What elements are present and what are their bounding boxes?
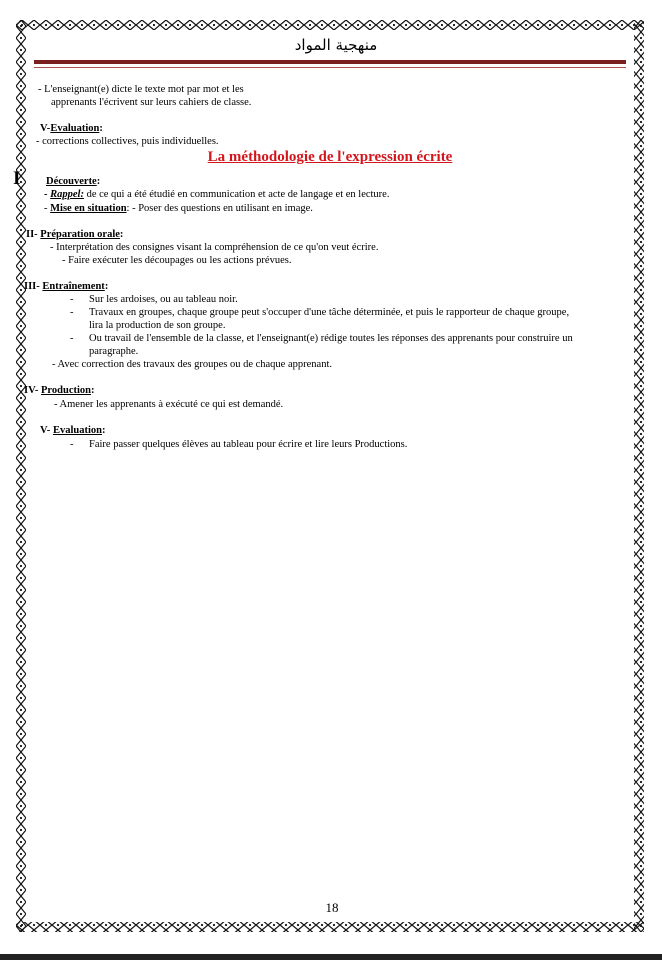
- section-4-heading: [24, 384, 95, 397]
- section-1-colon: :: [96, 176, 101, 187]
- situation-line: [44, 202, 313, 215]
- rappel-label: Rappel:: [50, 189, 84, 200]
- section-2-title: Préparation orale: [40, 229, 120, 240]
- section-5-text: Faire passer quelques élèves au tableau pour écrire et lire leurs Productions.: [89, 439, 408, 450]
- section-3-colon: :: [104, 281, 109, 292]
- section-5-heading: [40, 424, 105, 437]
- prev-evaluation-colon: :: [99, 123, 103, 134]
- section-3-title: Entraînement: [42, 281, 105, 292]
- section-4-colon: :: [91, 385, 95, 396]
- section-1-roman: I: [13, 168, 21, 189]
- rappel-line: [44, 188, 389, 201]
- prev-evaluation-label: V-: [40, 123, 51, 134]
- header-bar: [34, 60, 626, 64]
- section-4-text: - Amener les apprenants à exécuté ce qui est demandé.: [54, 399, 284, 410]
- section-3-bullet-3: -: [70, 333, 74, 344]
- intro-line-2: apprenants l'écrivent sur leurs cahiers de classe.: [51, 97, 252, 108]
- bottom-edge: [0, 954, 662, 960]
- prev-evaluation-heading: [40, 122, 103, 135]
- document-title: La méthodologie de l'expression écrite: [207, 149, 453, 165]
- section-2-line-2: - Faire exécuter les découpages ou les actions prévues.: [62, 255, 292, 266]
- situation-dash: -: [44, 203, 48, 214]
- section-2-label: II-: [26, 229, 38, 240]
- section-3-item-3a: Ou travail de l'ensemble de la classe, et l'enseignant(e) rédige toutes les réponses des apprenants pour construire un: [89, 333, 573, 344]
- section-1-title: Découverte: [46, 176, 97, 187]
- page-number: 18: [325, 900, 339, 915]
- section-5-bullet: -: [70, 439, 74, 450]
- situation-label: Mise en situation: [50, 203, 127, 214]
- section-3-item-3b: paragraphe.: [89, 346, 139, 357]
- section-5-colon: :: [101, 425, 106, 436]
- section-3-item-2a: Travaux en groupes, chaque groupe peut s'occuper d'une tâche déterminée, et puis le rapporteur de chaque groupe,: [89, 307, 570, 318]
- intro-line-1: - L'enseignant(e) dicte le texte mot par mot et les: [38, 84, 244, 95]
- section-3-item-2b: lira la production de son groupe.: [89, 320, 226, 331]
- section-1-heading: [46, 175, 100, 188]
- section-2-heading: [26, 228, 123, 241]
- section-4-title: Production: [41, 385, 91, 396]
- section-2-colon: :: [119, 229, 124, 240]
- rappel-dash: -: [44, 189, 48, 200]
- section-5-label: V-: [40, 425, 51, 436]
- prev-evaluation-text: - corrections collectives, puis individuelles.: [36, 136, 219, 147]
- situation-text: : - Poser des questions en utilisant en image.: [126, 203, 313, 214]
- section-3-item-1: Sur les ardoises, ou au tableau noir.: [89, 294, 238, 305]
- prev-evaluation-title: Evaluation: [50, 123, 100, 134]
- section-3-item-4: - Avec correction des travaux des groupes ou de chaque apprenant.: [52, 359, 332, 370]
- header-line: [34, 67, 626, 68]
- header-title: منهجية المواد: [294, 36, 378, 54]
- rappel-text: de ce qui a été étudié en communication et acte de langage et en lecture.: [86, 189, 390, 200]
- section-4-label: IV-: [24, 385, 39, 396]
- section-3-label: III-: [24, 281, 40, 292]
- section-3-heading: [24, 280, 108, 293]
- section-2-line-1: - Interprétation des consignes visant la compréhension de ce qu'on veut écrire.: [50, 242, 379, 253]
- section-3-bullet-1: -: [70, 294, 74, 305]
- section-5-title: Evaluation: [52, 425, 102, 436]
- section-3-bullet-2: -: [70, 307, 74, 318]
